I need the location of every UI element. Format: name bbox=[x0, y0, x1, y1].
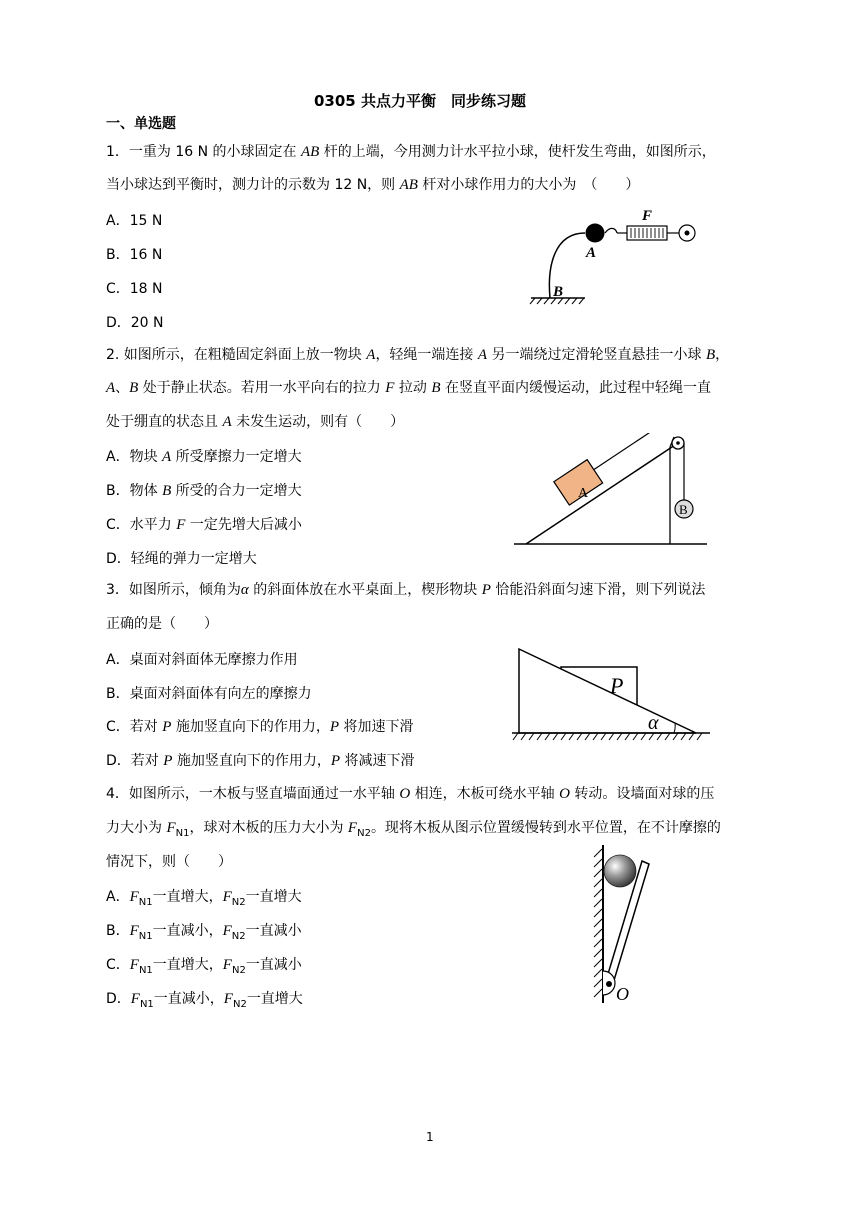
q4-figure bbox=[585, 843, 670, 1005]
q3-stem-line2: 正确的是（ ） bbox=[106, 616, 218, 632]
q1-fig-label-a: A bbox=[586, 245, 597, 261]
q3-fig-label-alpha: α bbox=[648, 712, 659, 734]
q3-option-d: D．若对 P 施加竖直向下的作用力，P 将减速下滑 bbox=[106, 753, 415, 769]
q1-stem-line2: 当小球达到平衡时，测力计的示数为 12 N，则 AB 杆对小球作用力的大小为 （ ） bbox=[106, 177, 640, 193]
q2-figure bbox=[510, 433, 710, 548]
q2-fig-label-a: A bbox=[578, 486, 589, 501]
page-title: 0305 共点力平衡 同步练习题 bbox=[314, 92, 526, 110]
q2-option-c: C．水平力 F 一定先增大后减小 bbox=[106, 517, 302, 533]
q3-option-c: C．若对 P 施加竖直向下的作用力，P 将加速下滑 bbox=[106, 719, 414, 735]
q4-stem-line3: 情况下，则（ ） bbox=[106, 854, 232, 870]
q1-fig-label-f: F bbox=[642, 208, 653, 224]
section-heading: 一、单选题 bbox=[106, 116, 176, 132]
q2-stem-line2: A、B 处于静止状态。若用一水平向右的拉力 F 拉动 B 在竖直平面内缓慢运动，此过程中轻绳一直 bbox=[106, 380, 711, 396]
q1-stem-line1: 1．一重为 16 N 的小球固定在 AB 杆的上端，今用测力计水平拉小球，使杆发生弯曲，如图所示， bbox=[106, 144, 716, 160]
q4-stem-line2: 力大小为 $F_{N1}$，球对木板的压力大小为 $F_{N2}$。现将木板从图示位置缓慢转到水平位置，在不计摩擦的 bbox=[106, 820, 721, 839]
q2-option-b: B．物体 B 所受的合力一定增大 bbox=[106, 483, 302, 499]
q2-option-d: D．轻绳的弹力一定增大 bbox=[106, 551, 257, 567]
q4-stem-line1: 4．如图所示，一木板与竖直墙面通过一水平轴 O 相连，木板可绕水平轴 O 转动。设墙面对球的压 bbox=[106, 786, 715, 802]
q2-stem-line3: 处于绷直的状态且 A 未发生运动，则有（ ） bbox=[106, 414, 405, 430]
q3-figure bbox=[510, 645, 715, 745]
page-number: 1 bbox=[426, 1130, 434, 1144]
q1-option-d: D．20 N bbox=[106, 315, 164, 331]
q1-option-c: C．18 N bbox=[106, 281, 163, 297]
q3-option-b: B．桌面对斜面体有向左的摩擦力 bbox=[106, 686, 312, 702]
q1-figure bbox=[525, 205, 700, 305]
q4-option-c: C．$F_{N1}$一直增大，$F_{N2}$一直减小 bbox=[106, 957, 302, 976]
q3-fig-label-p: P bbox=[610, 673, 624, 698]
q1-option-a: A．15 N bbox=[106, 213, 163, 229]
q4-fig-label-o: O bbox=[616, 984, 629, 1004]
q2-fig-label-b: B bbox=[679, 502, 688, 517]
q3-stem-line1: 3．如图所示，倾角为α 的斜面体放在水平桌面上，楔形物块 P 恰能沿斜面匀速下滑，则下列说法 bbox=[106, 582, 706, 598]
q2-stem-line1: 2. 如图所示，在粗糙固定斜面上放一物块 A，轻绳一端连接 A 另一端绕过定滑轮竖直悬挂一小球 B， bbox=[106, 347, 730, 363]
q1-option-b: B．16 N bbox=[106, 247, 163, 263]
q3-option-a: A．桌面对斜面体无摩擦力作用 bbox=[106, 652, 298, 668]
q2-option-a: A．物块 A 所受摩擦力一定增大 bbox=[106, 449, 302, 465]
q4-option-a: A．$F_{N1}$一直增大，$F_{N2}$一直增大 bbox=[106, 889, 302, 908]
q1-fig-label-b: B bbox=[553, 284, 564, 300]
q4-option-d: D．$F_{N1}$一直减小，$F_{N2}$一直增大 bbox=[106, 991, 303, 1010]
q4-option-b: B．$F_{N1}$一直减小，$F_{N2}$一直减小 bbox=[106, 923, 302, 942]
